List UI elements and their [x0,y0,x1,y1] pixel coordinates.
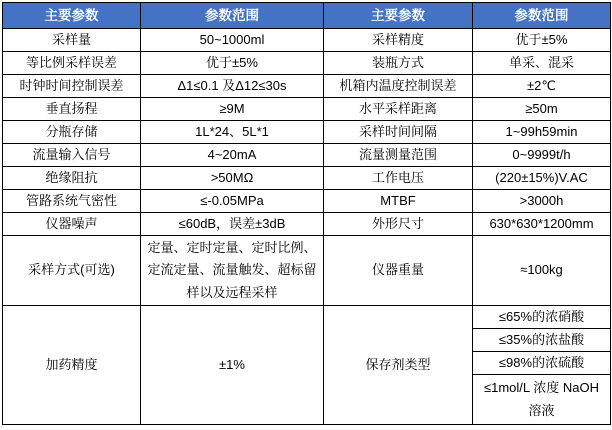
value-cell: >3000h [473,190,611,213]
table-row [3,52,611,75]
value-cell: ±1% [141,306,324,425]
preservative-option: ≤35%的浓盐酸 [473,329,611,352]
table-row [3,29,611,52]
param-cell: 采样精度 [324,29,473,52]
param-cell: 分瓶存储 [3,121,141,144]
param-cell: 加药精度 [3,306,141,425]
preservative-option: ≤1mol/L 浓度 NaOH 溶液 [473,375,611,425]
param-cell: 垂直扬程 [3,98,141,121]
header-cell-range-1: 参数范围 [141,3,324,29]
table-row [3,167,611,190]
value-cell: 1~99h59min [473,121,611,144]
param-cell: 保存剂类型 [324,306,473,425]
value-cell: 1L*24、5L*1 [141,121,324,144]
value-cell: 630*630*1200mm [473,213,611,236]
preservative-option: ≤98%的浓硫酸 [473,352,611,375]
table-header-row [3,3,611,29]
param-cell: 流量测量范围 [324,144,473,167]
value-cell: ±2℃ [473,75,611,98]
param-cell: 装瓶方式 [324,52,473,75]
value-cell: >50MΩ [141,167,324,190]
header-cell-param-2: 主要参数 [324,3,473,29]
value-cell: 0~9999t/h [473,144,611,167]
value-cell: 50~1000ml [141,29,324,52]
value-cell: ≤60dB，误差±3dB [141,213,324,236]
value-cell: 优于±5% [141,52,324,75]
header-cell-param-1: 主要参数 [3,3,141,29]
table-row [3,190,611,213]
value-cell: 4~20mA [141,144,324,167]
param-cell: 绝缘阻抗 [3,167,141,190]
table-row [3,121,611,144]
table-row [3,213,611,236]
table-row [3,144,611,167]
parameter-spec-table [2,2,611,425]
param-cell: 采样量 [3,29,141,52]
param-cell: 采样方式(可选) [3,236,141,306]
value-cell: ≥9M [141,98,324,121]
preservative-option: ≤65%的浓硝酸 [473,306,611,329]
param-cell: 采样时间间隔 [324,121,473,144]
param-cell: 外形尺寸 [324,213,473,236]
value-cell: ≈100kg [473,236,611,306]
param-cell: 管路系统气密性 [3,190,141,213]
value-cell: 优于±5% [473,29,611,52]
param-cell: 机箱内温度控制误差 [324,75,473,98]
value-cell: (220±15%)V.AC [473,167,611,190]
table-row-dosing-accuracy [3,306,611,329]
value-cell: ≤-0.05MPa [141,190,324,213]
param-cell: 工作电压 [324,167,473,190]
table-row [3,98,611,121]
table-row-sampling-mode [3,236,611,306]
value-cell: ≥50m [473,98,611,121]
param-cell: 流量输入信号 [3,144,141,167]
param-cell: 仪器重量 [324,236,473,306]
header-cell-range-2: 参数范围 [473,3,611,29]
value-cell-sampling-modes: 定量、定时定量、定时比例、定流定量、流量触发、超标留样以及远程采样 [141,236,324,306]
value-cell: Δ1≤0.1 及Δ12≤30s [141,75,324,98]
param-cell: 水平采样距离 [324,98,473,121]
value-cell: 单采、混采 [473,52,611,75]
table-row [3,75,611,98]
param-cell: 时钟时间控制误差 [3,75,141,98]
param-cell: 等比例采样误差 [3,52,141,75]
param-cell: MTBF [324,190,473,213]
param-cell: 仪器噪声 [3,213,141,236]
